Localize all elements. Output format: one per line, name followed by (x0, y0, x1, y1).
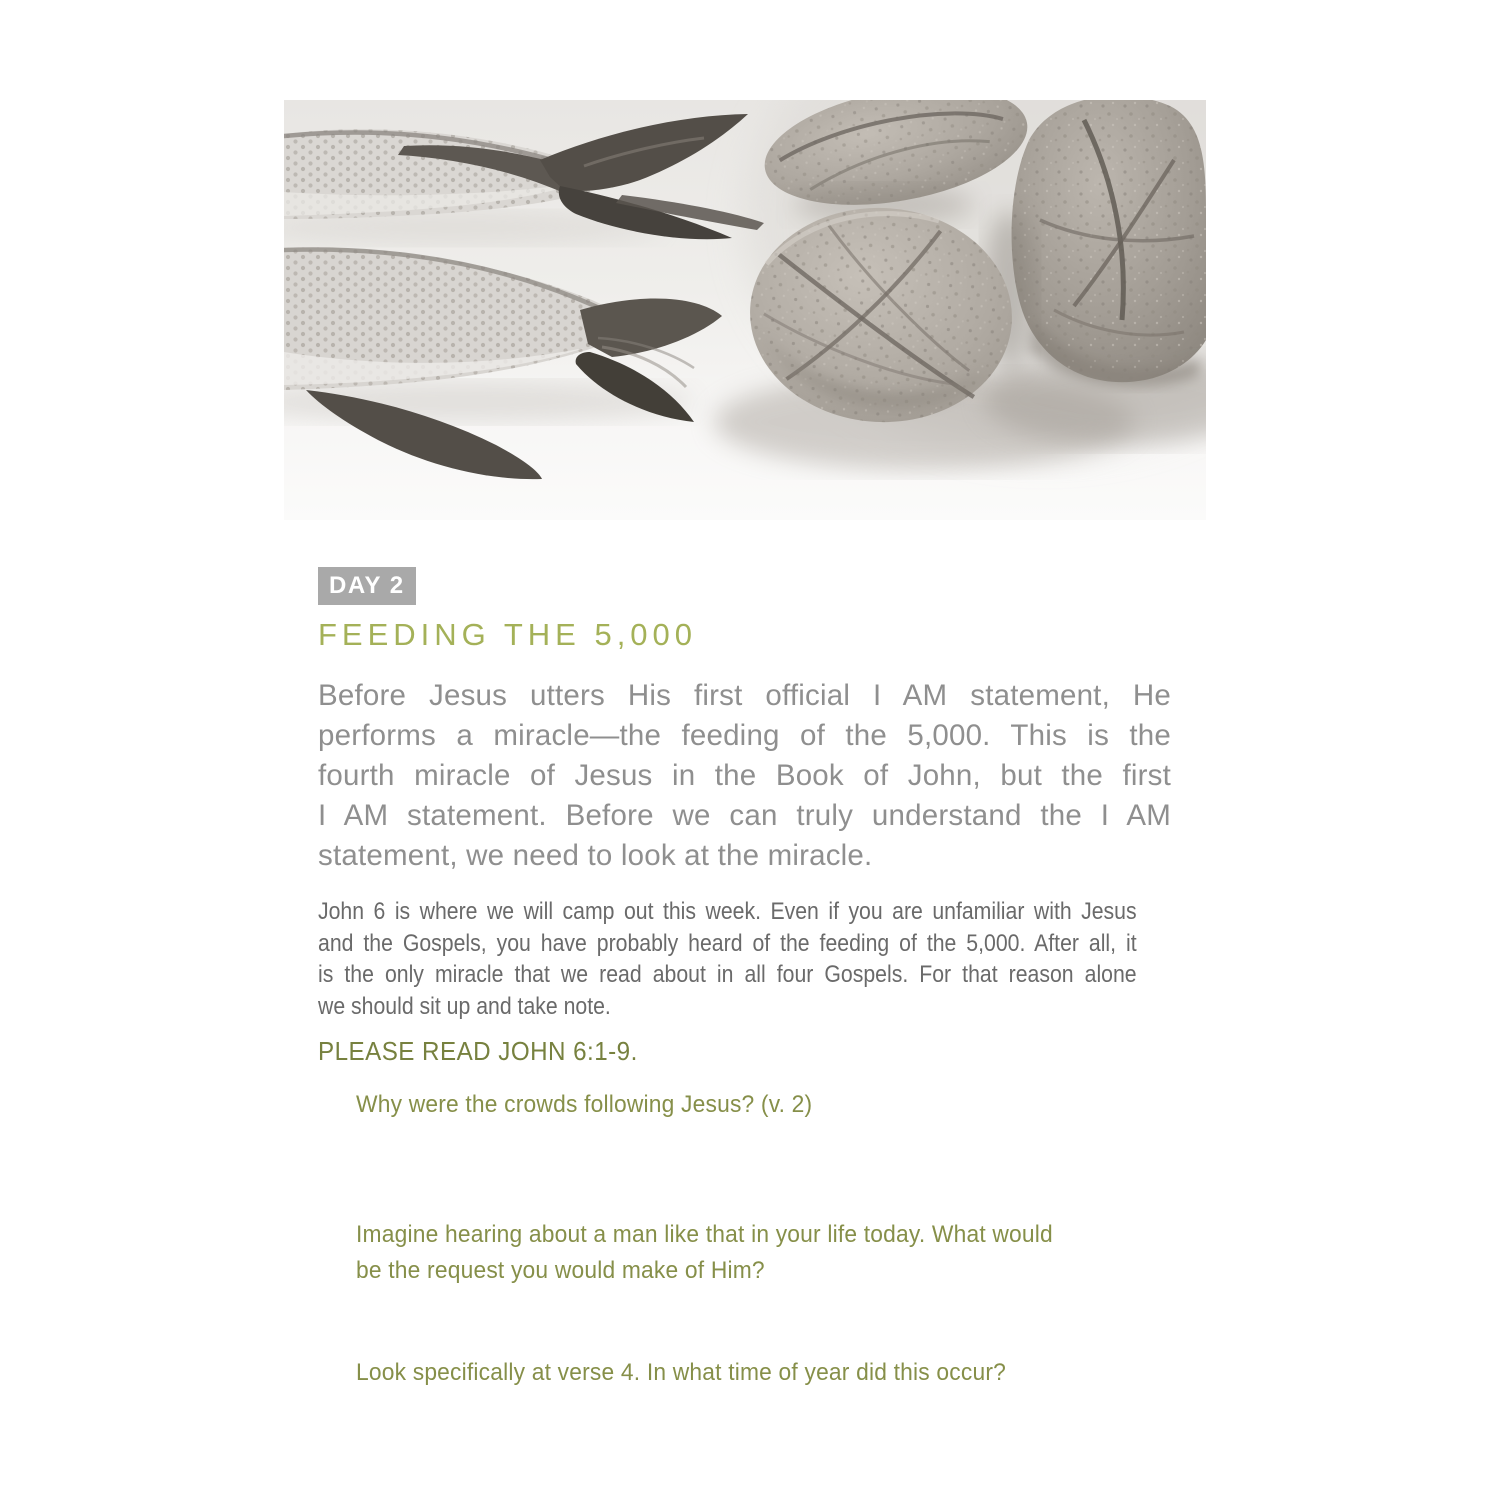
intro-line: performs a miracle—the feeding of the 5,000. This is the (318, 719, 1171, 752)
question-line: Imagine hearing about a man like that in your life today. What would (356, 1221, 1053, 1248)
question-1 (356, 1087, 812, 1123)
body-paragraph (318, 896, 1137, 1022)
day-badge: DAY 2 (318, 567, 416, 605)
intro-paragraph (318, 676, 1171, 876)
question-line: Look specifically at verse 4. In what time of year did this occur? (356, 1359, 1006, 1386)
intro-line: statement, we need to look at the miracle. (318, 839, 873, 872)
body-line: and the Gospels, you have probably heard of the feeding of the 5,000. After all, it (318, 929, 1137, 957)
intro-line: fourth miracle of Jesus in the Book of John, but the first (318, 759, 1171, 792)
lesson-title: FEEDING THE 5,000 (318, 617, 698, 652)
question-3 (356, 1355, 1006, 1391)
body-line: is the only miracle that we read about in all four Gospels. For that reason alone (318, 961, 1137, 989)
read-instruction: PLEASE READ JOHN 6:1-9. (318, 1036, 638, 1066)
body-line: we should sit up and take note. (318, 992, 611, 1020)
photo-fish-and-bread (284, 100, 1206, 520)
bread-loaf-right (1012, 100, 1206, 386)
intro-line: Before Jesus utters His first official I AM statement, He (318, 679, 1171, 712)
question-2 (356, 1217, 1053, 1289)
intro-line: I AM statement. Before we can truly understand the I AM (318, 799, 1171, 832)
question-line: be the request you would make of Him? (356, 1257, 765, 1284)
body-line: John 6 is where we will camp out this week. Even if you are unfamiliar with Jesus (318, 898, 1137, 925)
question-line: Why were the crowds following Jesus? (v. 2) (356, 1091, 813, 1118)
